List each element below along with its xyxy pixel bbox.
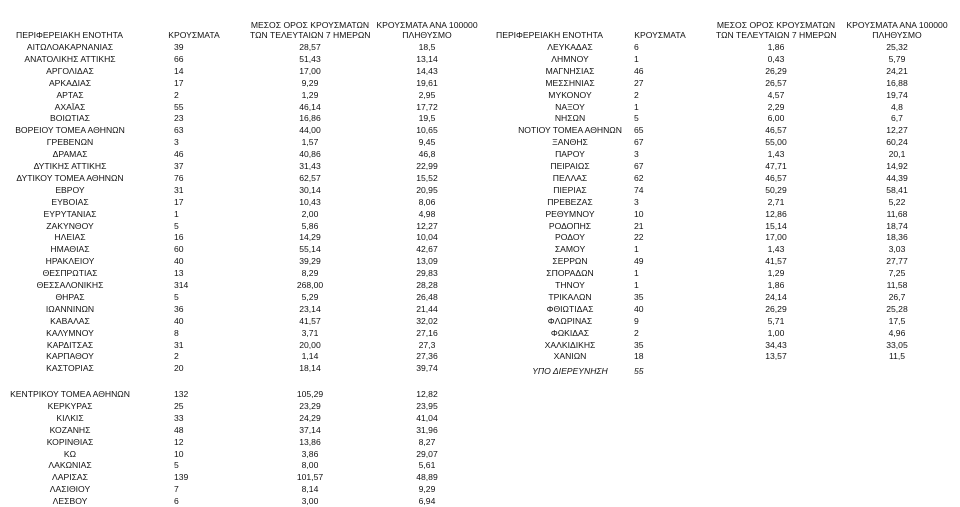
left-table-a-row-10-cases: 37 bbox=[174, 161, 184, 171]
left-table-a-row-17-region: ΗΜΑΘΙΑΣ bbox=[50, 244, 90, 255]
left-table-a-row-25-avg7: 20,00 bbox=[299, 339, 321, 350]
left-table-a-row-11-region: ΔΥΤΙΚΟΥ ΤΟΜΕΑ ΑΘΗΝΩΝ bbox=[16, 172, 124, 183]
left-table-a-row-19-avg7: 8,29 bbox=[301, 268, 319, 279]
left-table-a-row-8-avg7: 1,57 bbox=[301, 137, 319, 148]
right-table-row-12-region: ΠΙΕΡΙΑΣ bbox=[553, 184, 587, 195]
left-table-a-row-20-cases: 314 bbox=[174, 280, 189, 290]
left-table-b-row-5-region: ΚΩ bbox=[63, 448, 77, 459]
right-table-row-13-cases: 3 bbox=[634, 196, 639, 207]
right-table-row-11-per100k: 44,39 bbox=[886, 172, 908, 183]
right-table-row-14-region: ΡΕΘΥΜΝΟΥ bbox=[545, 208, 595, 219]
left-table-b-row-5-per100k: 29,07 bbox=[416, 448, 438, 459]
right-table-row-18-per100k: 27,77 bbox=[886, 256, 908, 267]
left-table-a-row-23-avg7: 41,57 bbox=[299, 315, 321, 326]
left-table-a-row-8-cases: 3 bbox=[174, 137, 179, 148]
header-per100k-right-2: ΠΛΗΘΥΣΜΟ bbox=[872, 30, 922, 40]
left-table-a-row-20-region: ΘΕΣΣΑΛΟΝΙΚΗΣ bbox=[36, 280, 104, 290]
right-table-row-15-per100k: 18,74 bbox=[886, 220, 908, 231]
left-table-a-row-1-avg7: 51,43 bbox=[299, 53, 321, 64]
left-table-a-row-21-cases: 5 bbox=[174, 291, 179, 302]
left-table-a-row-3-region: ΑΡΚΑΔΙΑΣ bbox=[48, 77, 92, 88]
right-table-row-2-cases: 46 bbox=[634, 65, 644, 76]
left-table-a-row-22-cases: 36 bbox=[174, 303, 184, 314]
right-table-row-19-region: ΣΠΟΡΑΔΩΝ bbox=[546, 268, 594, 279]
right-table-row-3-cases: 27 bbox=[634, 77, 644, 88]
left-table-a-row-10-avg7: 31,43 bbox=[299, 161, 321, 171]
left-table-a-row-12-per100k: 20,95 bbox=[416, 184, 438, 195]
right-table-row-3-region: ΜΕΣΣΗΝΙΑΣ bbox=[545, 77, 595, 88]
right-table-row-16-per100k: 18,36 bbox=[886, 232, 908, 243]
left-table-b-row-6-avg7: 8,00 bbox=[301, 460, 319, 471]
right-table-row-17-per100k: 3,03 bbox=[888, 244, 906, 255]
left-table-a-row-26-region: ΚΑΡΠΑΘΟΥ bbox=[46, 351, 94, 362]
left-table-a-row-2-avg7: 17,00 bbox=[299, 65, 321, 76]
left-table-a-row-22-avg7: 23,14 bbox=[299, 303, 321, 314]
left-table-b-row-3-per100k: 31,96 bbox=[416, 424, 438, 435]
left-table-a-row-7-region: ΒΟΡΕΙΟΥ ΤΟΜΕΑ ΑΘΗΝΩΝ bbox=[15, 125, 125, 136]
left-table-a-row-26-avg7: 1,14 bbox=[301, 351, 319, 362]
right-table-row-6-region: ΝΗΣΩΝ bbox=[554, 113, 586, 124]
left-table-b-row-8-cases: 7 bbox=[174, 484, 179, 495]
left-table-b-row-3-avg7: 37,14 bbox=[299, 424, 321, 435]
left-table-a-row-19-cases: 13 bbox=[174, 268, 184, 279]
header-region-left: ΠΕΡΙΦΕΡΕΙΑΚΗ ΕΝΟΤΗΤΑ bbox=[16, 30, 123, 40]
right-table-row-21-cases: 35 bbox=[634, 291, 644, 302]
header-per100k-left-1: ΚΡΟΥΣΜΑΤΑ ΑΝΑ 100000 bbox=[376, 20, 478, 30]
left-table-a-row-16-avg7: 14,29 bbox=[299, 232, 321, 243]
right-table-row-0-avg7: 1,86 bbox=[767, 42, 785, 52]
left-table-a-row-13-region: ΕΥΒΟΙΑΣ bbox=[51, 196, 89, 207]
header-cases-right: ΚΡΟΥΣΜΑΤΑ bbox=[634, 30, 686, 40]
header-cases-left: ΚΡΟΥΣΜΑΤΑ bbox=[168, 30, 220, 40]
left-table-a-row-14-cases: 1 bbox=[174, 208, 179, 219]
right-table-row-0-per100k: 25,32 bbox=[886, 42, 908, 52]
right-table-row-25-cases: 35 bbox=[634, 339, 644, 350]
left-table-a-row-25-cases: 31 bbox=[174, 339, 184, 350]
header-per100k-right-1: ΚΡΟΥΣΜΑΤΑ ΑΝΑ 100000 bbox=[846, 20, 948, 30]
right-table-row-9-region: ΠΑΡΟΥ bbox=[555, 149, 585, 160]
left-table-a-row-21-avg7: 5,29 bbox=[301, 291, 319, 302]
left-table-a-row-2-cases: 14 bbox=[174, 65, 184, 76]
left-table-b-row-0-per100k: 12,82 bbox=[416, 389, 438, 399]
left-table-b-row-7-per100k: 48,89 bbox=[416, 472, 438, 483]
left-table-a-row-16-region: ΗΛΕΙΑΣ bbox=[54, 232, 86, 243]
right-table-row-6-cases: 5 bbox=[634, 113, 639, 124]
right-table-row-19-per100k: 7,25 bbox=[888, 268, 906, 279]
right-table-row-14-cases: 10 bbox=[634, 208, 644, 219]
right-table-row-25-region: ΧΑΛΚΙΔΙΚΗΣ bbox=[544, 339, 596, 350]
right-table-row-18-cases: 49 bbox=[634, 256, 644, 267]
right-table-row-25-per100k: 33,05 bbox=[886, 339, 908, 350]
right-table-row-15-cases: 21 bbox=[634, 220, 644, 231]
right-table-row-5-avg7: 2,29 bbox=[767, 101, 785, 112]
right-table-row-3-avg7: 26,57 bbox=[765, 77, 787, 88]
left-table-b-row-9-avg7: 3,00 bbox=[301, 496, 319, 507]
left-table-b-row-7-avg7: 101,57 bbox=[296, 472, 324, 483]
left-table-a-row-11-per100k: 15,52 bbox=[416, 172, 438, 183]
left-table-a-row-23-region: ΚΑΒΑΛΑΣ bbox=[50, 315, 90, 326]
left-table-a-row-11-avg7: 62,57 bbox=[299, 172, 321, 183]
right-table-row-23-per100k: 17,5 bbox=[888, 315, 906, 326]
right-table-row-24-per100k: 4,96 bbox=[888, 327, 906, 338]
left-table-a-row-3-avg7: 9,29 bbox=[301, 77, 319, 88]
left-table-a-row-20-per100k: 28,28 bbox=[416, 280, 438, 290]
right-table-row-26-cases: 18 bbox=[634, 351, 644, 362]
left-table-b-row-1-cases: 25 bbox=[174, 400, 184, 411]
left-table-a-row-5-region: ΑΧΑΪΑΣ bbox=[54, 101, 86, 112]
left-table-a-row-27-avg7: 18,14 bbox=[299, 363, 321, 374]
left-table-b-row-8-per100k: 9,29 bbox=[418, 484, 436, 495]
left-table-b-row-6-per100k: 5,61 bbox=[418, 460, 436, 471]
left-table-a-row-25-region: ΚΑΡΔΙΤΣΑΣ bbox=[46, 339, 94, 350]
right-table-row-15-avg7: 15,14 bbox=[765, 220, 787, 231]
left-table-b-row-9-cases: 6 bbox=[174, 496, 179, 507]
left-table-b-row-4-per100k: 8,27 bbox=[418, 436, 436, 447]
right-table-row-8-region: ΞΑΝΘΗΣ bbox=[552, 137, 588, 148]
left-table-a-row-11-cases: 76 bbox=[174, 172, 184, 183]
left-table-b-row-2-cases: 33 bbox=[174, 412, 184, 423]
left-table-b-row-3-cases: 48 bbox=[174, 424, 184, 435]
left-table-a-row-27-per100k: 39,74 bbox=[416, 363, 438, 374]
right-table-row-1-per100k: 5,79 bbox=[888, 53, 906, 64]
right-table-row-2-avg7: 26,29 bbox=[765, 65, 787, 76]
left-table-a-row-8-per100k: 9,45 bbox=[418, 137, 436, 148]
right-table-row-7-per100k: 12,27 bbox=[886, 125, 908, 136]
right-table-row-3-per100k: 16,88 bbox=[886, 77, 908, 88]
right-table-row-21-per100k: 26,7 bbox=[888, 291, 906, 302]
left-table-a-row-5-per100k: 17,72 bbox=[416, 101, 438, 112]
left-table-a-row-18-region: ΗΡΑΚΛΕΙΟΥ bbox=[45, 256, 95, 267]
left-table-a-row-16-cases: 16 bbox=[174, 232, 184, 243]
right-table-row-22-cases: 40 bbox=[634, 303, 644, 314]
right-table-row-8-per100k: 60,24 bbox=[886, 137, 908, 148]
left-table-b-row-9-per100k: 6,94 bbox=[418, 496, 436, 507]
left-table-b-row-5-cases: 10 bbox=[174, 448, 184, 459]
pending-row-cases: 55 bbox=[634, 366, 644, 376]
left-table-a-row-18-avg7: 39,29 bbox=[299, 256, 321, 267]
left-table-a-row-23-cases: 40 bbox=[174, 315, 184, 326]
right-table-row-21-region: ΤΡΙΚΑΛΩΝ bbox=[548, 291, 592, 302]
right-table-row-0-cases: 6 bbox=[634, 42, 639, 52]
left-table-a-row-0-region: ΑΙΤΩΛΟΑΚΑΡΝΑΝΙΑΣ bbox=[26, 42, 114, 52]
right-table-row-8-avg7: 55,00 bbox=[765, 137, 787, 148]
left-table-b-row-1-avg7: 23,29 bbox=[299, 400, 321, 411]
left-table-a-row-24-region: ΚΑΛΥΜΝΟΥ bbox=[46, 327, 94, 338]
right-table-row-17-avg7: 1,43 bbox=[767, 244, 785, 255]
left-table-a-row-0-avg7: 28,57 bbox=[299, 42, 321, 52]
left-table-a-row-5-avg7: 46,14 bbox=[299, 101, 321, 112]
right-table-row-22-per100k: 25,28 bbox=[886, 303, 908, 314]
right-table-row-13-region: ΠΡΕΒΕΖΑΣ bbox=[547, 196, 593, 207]
right-table-row-14-per100k: 11,68 bbox=[886, 208, 908, 219]
left-table-a-row-12-avg7: 30,14 bbox=[299, 184, 321, 195]
right-table-row-5-region: ΝΑΞΟΥ bbox=[555, 101, 585, 112]
left-table-a-row-6-cases: 23 bbox=[174, 113, 184, 124]
left-table-a-row-6-per100k: 19,5 bbox=[418, 113, 436, 124]
left-table-a-row-15-per100k: 12,27 bbox=[416, 220, 438, 231]
header-avg-left-2: ΤΩΝ ΤΕΛΕΥΤΑΙΩΝ 7 ΗΜΕΡΩΝ bbox=[250, 30, 371, 40]
right-table-row-15-region: ΡΟΔΟΠΗΣ bbox=[548, 220, 592, 231]
right-table-row-7-cases: 65 bbox=[634, 125, 644, 136]
left-table-b-row-7-region: ΛΑΡΙΣΑΣ bbox=[52, 472, 88, 483]
right-table-row-10-avg7: 47,71 bbox=[765, 161, 787, 171]
left-table-a-row-24-cases: 8 bbox=[174, 327, 179, 338]
left-table-b-row-4-region: ΚΟΡΙΝΘΙΑΣ bbox=[46, 436, 94, 447]
right-table-row-17-cases: 1 bbox=[634, 244, 639, 255]
right-table-row-19-cases: 1 bbox=[634, 268, 639, 279]
right-table-row-5-cases: 1 bbox=[634, 101, 639, 112]
left-table-a-row-26-cases: 2 bbox=[174, 351, 179, 362]
right-table-row-11-region: ΠΕΛΛΑΣ bbox=[552, 172, 588, 183]
left-table-a-row-27-cases: 20 bbox=[174, 363, 184, 374]
left-table-b-row-2-per100k: 41,04 bbox=[416, 412, 438, 423]
left-table-a-row-25-per100k: 27,3 bbox=[418, 339, 436, 350]
left-table-a-row-15-avg7: 5,86 bbox=[301, 220, 319, 231]
left-table-b-row-0-cases: 132 bbox=[174, 389, 189, 399]
left-table-a-row-1-per100k: 13,14 bbox=[416, 53, 438, 64]
left-table-a-row-9-avg7: 40,86 bbox=[299, 149, 321, 160]
left-table-a-row-24-per100k: 27,16 bbox=[416, 327, 438, 338]
right-table-row-24-cases: 2 bbox=[634, 327, 639, 338]
right-table-row-6-avg7: 6,00 bbox=[767, 113, 785, 124]
right-table-row-6-per100k: 6,7 bbox=[891, 113, 903, 124]
left-table-b-row-6-cases: 5 bbox=[174, 460, 179, 471]
right-table-row-10-cases: 67 bbox=[634, 161, 644, 171]
left-table-b-row-5-avg7: 3,86 bbox=[301, 448, 319, 459]
left-table-b-row-6-region: ΛΑΚΩΝΙΑΣ bbox=[48, 460, 92, 471]
left-table-b-row-1-per100k: 23,95 bbox=[416, 400, 438, 411]
right-table-row-9-avg7: 1,43 bbox=[767, 149, 785, 160]
right-table-row-26-region: ΧΑΝΙΩΝ bbox=[553, 351, 587, 362]
left-table-b-row-0-avg7: 105,29 bbox=[296, 389, 324, 399]
right-table-row-24-avg7: 1,00 bbox=[767, 327, 785, 338]
right-table-row-1-avg7: 0,43 bbox=[767, 53, 785, 64]
right-table-row-20-cases: 1 bbox=[634, 280, 639, 290]
right-table-row-26-per100k: 11,5 bbox=[888, 351, 906, 362]
left-table-a-row-2-region: ΑΡΓΟΛΙΔΑΣ bbox=[46, 65, 94, 76]
header-avg-right-1: ΜΕΣΟΣ ΟΡΟΣ ΚΡΟΥΣΜΑΤΩΝ bbox=[716, 20, 836, 30]
right-table-row-2-per100k: 24,21 bbox=[886, 65, 908, 76]
left-table-a-row-4-region: ΑΡΤΑΣ bbox=[56, 89, 84, 100]
right-table-row-25-avg7: 34,43 bbox=[765, 339, 787, 350]
header-avg-left-1: ΜΕΣΟΣ ΟΡΟΣ ΚΡΟΥΣΜΑΤΩΝ bbox=[250, 20, 370, 30]
left-table-a-row-7-avg7: 44,00 bbox=[299, 125, 321, 136]
right-table-row-10-region: ΠΕΙΡΑΙΩΣ bbox=[550, 161, 590, 171]
right-table-row-17-region: ΣΑΜΟΥ bbox=[554, 244, 586, 255]
left-table-a-row-8-region: ΓΡΕΒΕΝΩΝ bbox=[46, 137, 94, 148]
left-table-a-row-14-region: ΕΥΡΥΤΑΝΙΑΣ bbox=[43, 208, 97, 219]
right-table-row-18-region: ΣΕΡΡΩΝ bbox=[552, 256, 588, 267]
right-table-row-18-avg7: 41,57 bbox=[765, 256, 787, 267]
left-table-b-row-9-region: ΛΕΣΒΟΥ bbox=[52, 496, 88, 507]
right-table-row-21-avg7: 24,14 bbox=[765, 291, 787, 302]
right-table-row-16-region: ΡΟΔΟΥ bbox=[555, 232, 585, 243]
left-table-a-row-17-cases: 60 bbox=[174, 244, 184, 255]
left-table-a-row-12-cases: 31 bbox=[174, 184, 184, 195]
header-per100k-left-2: ΠΛΗΘΥΣΜΟ bbox=[402, 30, 452, 40]
right-table-row-24-region: ΦΩΚΙΔΑΣ bbox=[550, 327, 590, 338]
right-table-row-0-region: ΛΕΥΚΑΔΑΣ bbox=[547, 42, 593, 52]
left-table-a-row-1-cases: 66 bbox=[174, 53, 184, 64]
right-table-row-11-avg7: 46,57 bbox=[765, 172, 787, 183]
right-table-row-4-region: ΜΥΚΟΝΟΥ bbox=[548, 89, 592, 100]
left-table-a-row-26-per100k: 27,36 bbox=[416, 351, 438, 362]
right-table-row-20-per100k: 11,58 bbox=[886, 280, 908, 290]
left-table-b-row-8-region: ΛΑΣΙΘΙΟΥ bbox=[49, 484, 91, 495]
left-table-a-row-2-per100k: 14,43 bbox=[416, 65, 438, 76]
right-table-row-12-avg7: 50,29 bbox=[765, 184, 787, 195]
left-table-b-row-1-region: ΚΕΡΚΥΡΑΣ bbox=[47, 400, 93, 411]
left-table-a-row-14-avg7: 2,00 bbox=[301, 208, 319, 219]
left-table-a-row-9-per100k: 46,8 bbox=[418, 149, 436, 160]
left-table-a-row-0-cases: 39 bbox=[174, 42, 184, 52]
left-table-a-row-22-region: ΙΩΑΝΝΙΝΩΝ bbox=[45, 303, 95, 314]
left-table-a-row-4-per100k: 2,95 bbox=[418, 89, 436, 100]
left-table-a-row-3-cases: 17 bbox=[174, 77, 184, 88]
right-table-row-4-avg7: 4,57 bbox=[767, 89, 785, 100]
left-table-a-row-7-per100k: 10,65 bbox=[416, 125, 438, 136]
left-table-a-row-4-avg7: 1,29 bbox=[301, 89, 319, 100]
left-table-a-row-10-per100k: 22,99 bbox=[416, 161, 438, 171]
right-table-row-1-cases: 1 bbox=[634, 53, 639, 64]
left-table-a-row-1-region: ΑΝΑΤΟΛΙΚΗΣ ΑΤΤΙΚΗΣ bbox=[24, 53, 116, 64]
left-table-a-row-13-cases: 17 bbox=[174, 196, 184, 207]
left-table-a-row-21-region: ΘΗΡΑΣ bbox=[55, 291, 85, 302]
right-table-row-20-avg7: 1,86 bbox=[767, 280, 785, 290]
right-table-row-16-avg7: 17,00 bbox=[765, 232, 787, 243]
left-table-a-row-15-cases: 5 bbox=[174, 220, 179, 231]
left-table-b-row-8-avg7: 8,14 bbox=[301, 484, 319, 495]
right-table-row-16-cases: 22 bbox=[634, 232, 644, 243]
right-table-row-12-cases: 74 bbox=[634, 184, 644, 195]
left-table-a-row-19-per100k: 29,83 bbox=[416, 268, 438, 279]
left-table-b-row-4-cases: 12 bbox=[174, 436, 184, 447]
right-table-row-11-cases: 62 bbox=[634, 172, 644, 183]
left-table-a-row-10-region: ΔΥΤΙΚΗΣ ΑΤΤΙΚΗΣ bbox=[33, 161, 107, 171]
right-table-row-4-per100k: 19,74 bbox=[886, 89, 908, 100]
left-table-a-row-9-region: ΔΡΑΜΑΣ bbox=[52, 149, 88, 160]
pending-row-label: ΥΠΟ ΔΙΕΡΕΥΝΗΣΗ bbox=[532, 366, 608, 376]
right-table-row-7-region: ΝΟΤΙΟΥ ΤΟΜΕΑ ΑΘΗΝΩΝ bbox=[518, 125, 622, 136]
left-table-a-row-3-per100k: 19,61 bbox=[416, 77, 438, 88]
right-table-row-22-avg7: 26,29 bbox=[765, 303, 787, 314]
right-table-row-23-cases: 9 bbox=[634, 315, 639, 326]
left-table-a-row-0-per100k: 18,5 bbox=[418, 42, 436, 52]
left-table-a-row-20-avg7: 268,00 bbox=[296, 280, 324, 290]
left-table-a-row-22-per100k: 21,44 bbox=[416, 303, 438, 314]
left-table-b-row-2-region: ΚΙΛΚΙΣ bbox=[56, 412, 84, 423]
right-table-row-26-avg7: 13,57 bbox=[765, 351, 787, 362]
right-table-row-13-avg7: 2,71 bbox=[767, 196, 785, 207]
left-table-a-row-4-cases: 2 bbox=[174, 89, 179, 100]
left-table-b-row-7-cases: 139 bbox=[174, 472, 189, 483]
left-table-a-row-13-per100k: 8,06 bbox=[418, 196, 436, 207]
left-table-a-row-13-avg7: 10,43 bbox=[299, 196, 321, 207]
left-table-a-row-18-cases: 40 bbox=[174, 256, 184, 267]
right-table-row-5-per100k: 4,8 bbox=[891, 101, 903, 112]
left-table-b-row-3-region: ΚΟΖΑΝΗΣ bbox=[49, 424, 91, 435]
right-table-row-23-avg7: 5,71 bbox=[767, 315, 785, 326]
right-table-row-9-per100k: 20,1 bbox=[888, 149, 906, 160]
left-table-a-row-9-cases: 46 bbox=[174, 149, 184, 160]
header-avg-right-2: ΤΩΝ ΤΕΛΕΥΤΑΙΩΝ 7 ΗΜΕΡΩΝ bbox=[716, 30, 837, 40]
right-table-row-7-avg7: 46,57 bbox=[765, 125, 787, 136]
left-table-a-row-21-per100k: 26,48 bbox=[416, 291, 438, 302]
left-table-a-row-17-avg7: 55,14 bbox=[299, 244, 321, 255]
left-table-a-row-27-region: ΚΑΣΤΟΡΙΑΣ bbox=[46, 363, 94, 374]
header-region-right: ΠΕΡΙΦΕΡΕΙΑΚΗ ΕΝΟΤΗΤΑ bbox=[496, 30, 603, 40]
right-table-row-10-per100k: 14,92 bbox=[886, 161, 908, 171]
left-table-a-row-6-avg7: 16,86 bbox=[299, 113, 321, 124]
left-table-b-row-2-avg7: 24,29 bbox=[299, 412, 321, 423]
left-table-a-row-14-per100k: 4,98 bbox=[418, 208, 436, 219]
right-table-row-23-region: ΦΛΩΡΙΝΑΣ bbox=[547, 315, 593, 326]
right-table-row-14-avg7: 12,86 bbox=[765, 208, 787, 219]
left-table-b-row-4-avg7: 13,86 bbox=[299, 436, 321, 447]
right-table-row-9-cases: 3 bbox=[634, 149, 639, 160]
left-table-a-row-23-per100k: 32,02 bbox=[416, 315, 438, 326]
right-table-row-12-per100k: 58,41 bbox=[886, 184, 908, 195]
left-table-a-row-24-avg7: 3,71 bbox=[301, 327, 319, 338]
left-table-a-row-16-per100k: 10,04 bbox=[416, 232, 438, 243]
right-table-row-19-avg7: 1,29 bbox=[767, 268, 785, 279]
left-table-a-row-18-per100k: 13,09 bbox=[416, 256, 438, 267]
left-table-a-row-5-cases: 55 bbox=[174, 101, 184, 112]
right-table-row-1-region: ΛΗΜΝΟΥ bbox=[551, 53, 589, 64]
left-table-a-row-7-cases: 63 bbox=[174, 125, 184, 136]
right-table-row-13-per100k: 5,22 bbox=[888, 196, 906, 207]
left-table-a-row-12-region: ΕΒΡΟΥ bbox=[55, 184, 85, 195]
right-table-row-4-cases: 2 bbox=[634, 89, 639, 100]
left-table-a-row-19-region: ΘΕΣΠΡΩΤΙΑΣ bbox=[42, 268, 98, 279]
right-table-row-8-cases: 67 bbox=[634, 137, 644, 148]
left-table-a-row-17-per100k: 42,67 bbox=[416, 244, 438, 255]
left-table-b-row-0-region: ΚΕΝΤΡΙΚΟΥ ΤΟΜΕΑ ΑΘΗΝΩΝ bbox=[10, 389, 130, 399]
left-table-a-row-6-region: ΒΟΙΩΤΙΑΣ bbox=[50, 113, 90, 124]
right-table-row-20-region: ΤΗΝΟΥ bbox=[555, 280, 585, 290]
right-table-row-22-region: ΦΘΙΩΤΙΔΑΣ bbox=[546, 303, 594, 314]
left-table-a-row-15-region: ΖΑΚΥΝΘΟΥ bbox=[46, 220, 94, 231]
right-table-row-2-region: ΜΑΓΝΗΣΙΑΣ bbox=[545, 65, 595, 76]
